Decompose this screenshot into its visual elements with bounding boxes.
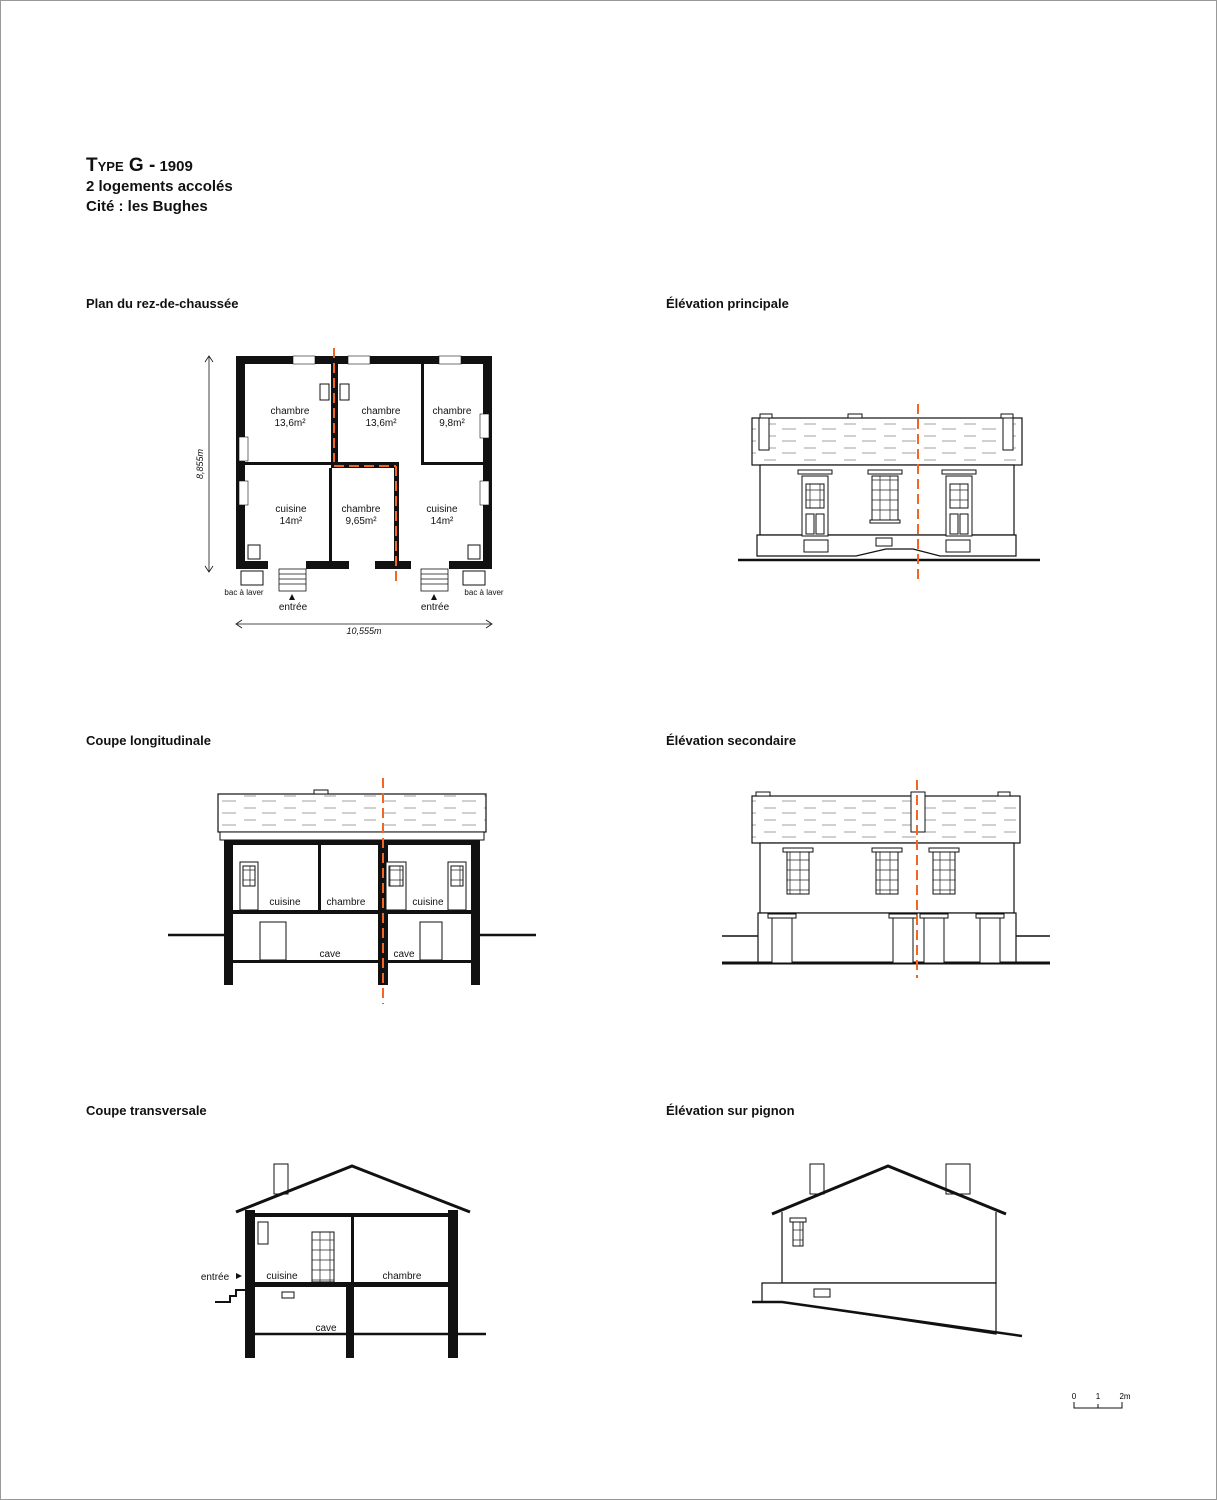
room-label: cuisine xyxy=(266,1271,298,1282)
room-label: cuisine xyxy=(269,897,301,908)
title-coupe-trans: Coupe transversale xyxy=(86,1103,207,1118)
room-label: chambre xyxy=(432,406,472,417)
room-label: chambre xyxy=(361,406,401,417)
title-elev-pignon: Élévation sur pignon xyxy=(666,1103,795,1118)
bac-label: bac à laver xyxy=(224,588,264,597)
room-label: chambre xyxy=(326,897,366,908)
room-label: cave xyxy=(315,1323,337,1334)
room-label: chambre xyxy=(270,406,310,417)
title-plan: Plan du rez-de-chaussée xyxy=(86,296,239,311)
title-elev-secondaire: Élévation secondaire xyxy=(666,733,797,748)
year: 1909 xyxy=(159,158,193,175)
room-label: cuisine xyxy=(275,504,307,515)
coupe-longitudinale xyxy=(168,778,536,1004)
room-label: cuisine xyxy=(426,504,458,515)
type-label: Type G - xyxy=(86,155,156,176)
room-area: 13,6m² xyxy=(274,418,306,429)
bac-label: bac à laver xyxy=(464,588,504,597)
scale-tick-0: 0 xyxy=(1071,1392,1077,1401)
room-label: cave xyxy=(319,949,341,960)
room-area: 9,65m² xyxy=(345,516,377,527)
room-label: cuisine xyxy=(412,897,444,908)
elevation-principale xyxy=(738,404,1040,580)
entree-label: entrée xyxy=(420,602,450,613)
entree-label: entrée xyxy=(200,1272,230,1283)
elevation-pignon xyxy=(752,1164,1022,1336)
room-label: chambre xyxy=(382,1271,422,1282)
coupe-transversale xyxy=(215,1164,486,1358)
dim-height-label: 8,855m xyxy=(195,448,205,480)
entree-label: entrée xyxy=(278,602,308,613)
coupe-long-labels xyxy=(269,897,444,960)
header-line3: Cité : les Bughes xyxy=(86,198,208,215)
header-line2: 2 logements accolés xyxy=(86,178,233,195)
scale-tick-2: 2m xyxy=(1119,1392,1131,1401)
scale-bar xyxy=(1072,1392,1131,1408)
room-label: cave xyxy=(393,949,415,960)
floor-plan xyxy=(205,348,492,628)
scale-tick-1: 1 xyxy=(1095,1392,1101,1401)
elevation-secondaire xyxy=(722,780,1050,978)
title-coupe-long: Coupe longitudinale xyxy=(86,733,211,748)
room-area: 13,6m² xyxy=(365,418,397,429)
coupe-trans-labels xyxy=(201,1271,422,1334)
room-label: chambre xyxy=(341,504,381,515)
title-elev-principale: Élévation principale xyxy=(666,296,789,311)
room-area: 14m² xyxy=(430,516,454,527)
room-area: 14m² xyxy=(279,516,303,527)
room-area: 9,8m² xyxy=(439,418,465,429)
dim-width-label: 10,555m xyxy=(346,626,382,636)
